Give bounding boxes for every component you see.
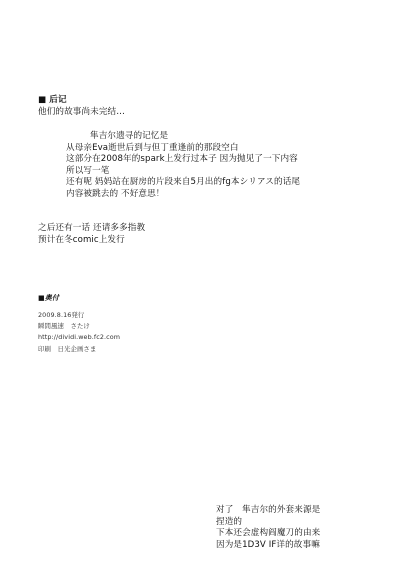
note-line: 对了 隼吉尔的外套来源是 — [216, 505, 321, 515]
next-volume-section — [38, 223, 145, 246]
memories-line: 还有呢 妈妈站在厨房的片段来自5月出的fg本シリアス的话尾 — [66, 177, 301, 187]
note-line: 因为是1D3V IF详的故事嘛 — [216, 539, 320, 550]
afterword-line: 他们的故事尚未完结… — [38, 106, 125, 117]
memories-line: 这部分在2008年的spark上发行过本子 因为抛见了一下内容 — [66, 154, 298, 164]
memories-line: 所以写一笔 — [66, 165, 110, 176]
next-volume-line: 预计在冬comic上发行 — [38, 234, 125, 245]
colophon-url: http://dividi.web.fc2.com — [38, 333, 121, 342]
colophon-heading: ■奥付 — [38, 294, 59, 302]
afterword-section — [38, 95, 125, 118]
memories-line: 隼吉尔遗寻的记忆是 — [90, 131, 169, 141]
colophon-date: 2009.8.16発行 — [38, 311, 85, 319]
colophon-printer: 印刷 日光企画さま — [38, 344, 97, 353]
afterword-heading: ■ 后记 — [38, 95, 67, 105]
memories-line: 内容被跳去的 不好意思！ — [66, 188, 165, 199]
colophon-circle: 瞬間風速 さたけ — [38, 322, 90, 331]
note-line: 捏造的 — [216, 516, 243, 527]
memories-line: 从母亲Eva逝世后到与但丁重逢前的那段空白 — [66, 142, 239, 153]
memories-section — [66, 131, 300, 200]
note-line: 下本还会虚构阎魔刀的由来 — [216, 528, 321, 538]
next-volume-line: 之后还有一话 还请多多指教 — [38, 223, 146, 233]
note-section — [216, 505, 320, 551]
colophon-section — [38, 293, 120, 355]
